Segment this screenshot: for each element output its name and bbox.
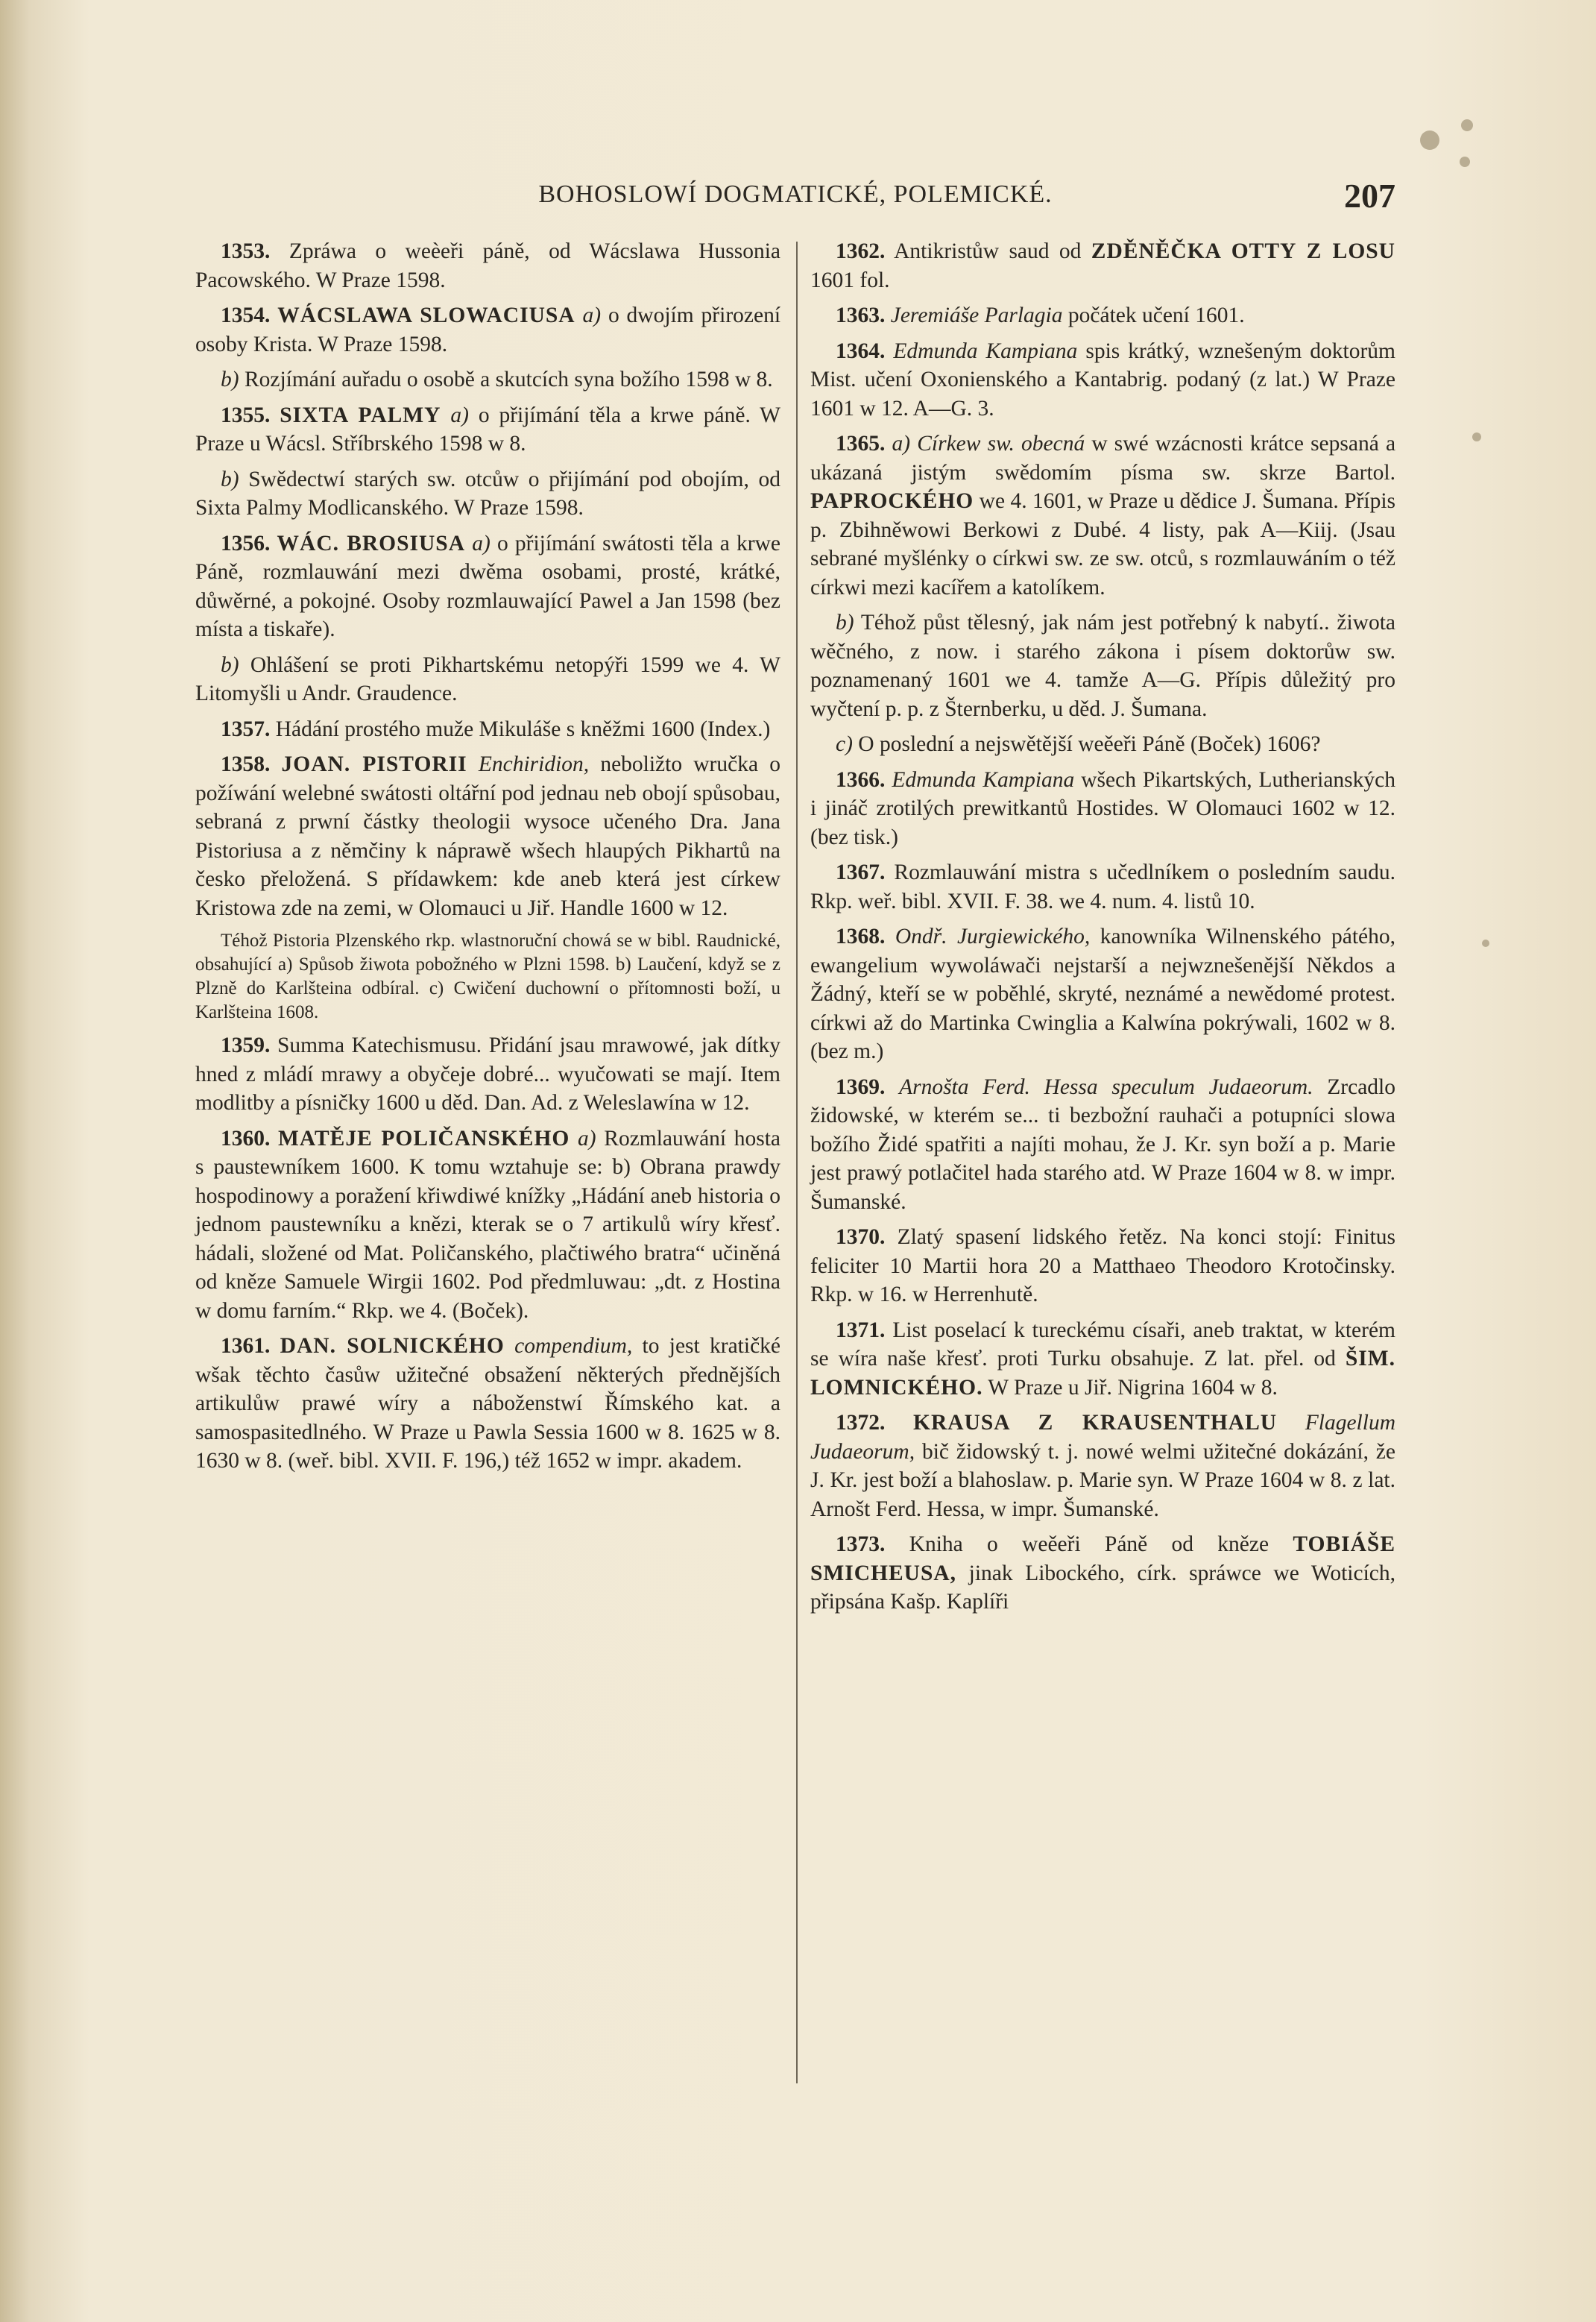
entry-1363: 1363. Jeremiáše Parlagia počátek učení 1601. (836, 303, 1245, 327)
right-column (810, 237, 1395, 1623)
text-columns (195, 237, 1395, 2086)
entry-1369: 1369. Arnošta Ferd. Hessa speculum Judaeorum. Zrcadlo židowské, w kterém se... ti bezbožní rauhači a potupníci slowa božího Židé spatřiti a najíti mohau, že J. Kr. syn boží a p. Marie jest prawý potlačitel hada starého atd. W Praze 1604 w 8. w impr. Šumanské. (810, 1075, 1395, 1214)
ink-spot (1460, 157, 1470, 167)
entry-1365: 1365. a) Církew sw. obecná w swé wzácnosti krátce sepsaná a ukázaná jistým swědomím písma sw. skrze Bartol. PAPROCKÉHO we 4. 1601, w Praze u dědice J. Šumana. Přípis p. Zbihněwowi Berkowi z Dubé. 4 listy, pak A—Kiij. (Jsau sebrané myšlénky o církwi sw. ze sw. otců, s rozmlauwáním o též církwi mezi kacířem a katolíkem. (810, 432, 1396, 600)
entry-1371: 1371. List poselací k tureckému císaři, aneb traktat, w kterém se wíra naše křesť. proti Turku obsahuje. Z lat. přel. od ŠIM. LOMNICKÉHO. W Praze u Jiř. Nigrina 1604 w 8. (810, 1318, 1396, 1400)
entry-1358-note: Téhož Pistoria Plzenského rkp. wlastnoruční chowá se w bibl. Raudnické, obsahující a) Spůsob žiwota pobožného w Plzni 1598. b) Laučení, když se z Plzně do Karlšteina odbíral. c) Cwičení duchowní o přítomnosti boží, u Karlšteina 1608. (195, 931, 780, 1022)
entry-1367: 1367. Rozmlauwání mistra s učedlníkem o posledním saudu. Rkp. weř. bibl. XVII. F. 38. we 4. num. 4. listů 10. (810, 860, 1396, 913)
ink-spot (1461, 119, 1473, 131)
entry-1362: 1362. Antikristůw saud od ZDĚNĚČKA OTTY Z LOSU 1601 fol. (810, 239, 1395, 292)
entry-1370: 1370. Zlatý spasení lidského řetěz. Na konci stojí: Finitus feliciter 10 Martii hora 20 a Matthaeo Theodoro Krotočinsky. Rkp. w 16. w Herrenhutě. (810, 1225, 1396, 1306)
entry-1356-b: b) Ohlášení se proti Pikhartskému netopýři 1599 we 4. W Litomyšli u Andr. Graudence. (195, 652, 781, 705)
entry-1355: 1355. SIXTA PALMY a) o přijímání těla a krwe páně. W Praze u Wácsl. Stříbrského 1598 w 8. (195, 403, 781, 456)
left-column (195, 237, 780, 1482)
page-number: 207 (1344, 177, 1395, 215)
entry-1364: 1364. Edmunda Kampiana spis krátký, wznešeným doktorům Mist. učení Oxonienského a Kantabrig. podaný (z lat.) W Praze 1601 w 12. A—G. 3. (810, 339, 1395, 421)
entry-1358: 1358. JOAN. PISTORII Enchiridion, neboližto wručka o požíwání welebné swátosti oltářní pod jednau neb obojí spůsobau, sebraná z prwní částky theologii wysoce učeného Dra. Jana Pistoriusa a z němčiny k náprawě wšech hlaupých Pikhartů na česko přeložená. S přídawkem: kde aneb která jest církew Kristowa zde na zemi, w Olomauci u Jiř. Handle 1600 w 12. (195, 752, 780, 920)
entry-1372: 1372. KRAUSA Z KRAUSENTHALU Flagellum Judaeorum, bič židowský t. j. nowé welmi užitečné dokázání, že J. Kr. jest boží a blahoslaw. p. Marie syn. W Praze 1604 w 8. z lat. Arnošt Ferd. Hessa, w impr. Šumanské. (810, 1411, 1396, 1521)
entry-1365-b: b) Téhož půst tělesný, jak nám jest potřebný k nabytí.. žiwota wěčného, z now. i starého zákona i písem doktorůw sw. poznamenaný 1601 we 4. tamže A—G. Přípis důležitý pro wyčtení p. p. z Šternberku, u děd. J. Šumana. (810, 611, 1395, 721)
entry-1368: 1368. Ondř. Jurgiewického, kanowníka Wilnenského pátého, ewangelium wywoláwači nejstarší a nejwznešenější Někdos a Žádný, kteří se w poběhlé, skryté, neznámé a newědomé protest. církwi až do Martinka Cwinglia a Kalwína pokrýwali, 1602 w 8. (bez m.) (810, 925, 1395, 1063)
entry-1373: 1373. Kniha o weěeři Páně od kněze TOBIÁŠE SMICHEUSA, jinak Libockého, círk. spráwce we Woticích, připsána Kašp. Kaplíři (810, 1532, 1396, 1614)
running-title: BOHOSLOWÍ DOGMATICKÉ, POLEMICKÉ. (538, 180, 1053, 208)
entry-1354: 1354. WÁCSLAWA SLOWACIUSA a) o dwojím přirození osoby Krista. W Praze 1598. (195, 303, 781, 356)
entry-1353: 1353. Zpráwa o weèeři páně, od Wácslawa Hussonia Pacowského. W Praze 1598. (195, 239, 780, 292)
entry-1354-b: b) Rozjímání auřadu o osobě a skutcích syna božího 1598 w 8. (221, 368, 773, 391)
ink-spot (1482, 940, 1489, 947)
entry-1355-b: b) Swědectwí starých sw. otcůw o přijímání pod obojím, od Sixta Palmy Modlicanského. W Praze 1598. (195, 467, 781, 520)
entry-1366: 1366. Edmunda Kampiana wšech Pikartských, Lutherianských i jináč zrotilých prewitkantů Hostides. W Olomauci 1602 w 12. (bez tisk.) (810, 767, 1396, 849)
entry-1359: 1359. Summa Katechismusu. Přidání jsau mrawowé, jak dítky hned z mládí mrawy a obyčeje dobré... wyučowati se mají. Item modlitby a písničky 1600 u děd. Dan. Ad. z Weleslawína w 12. (195, 1033, 781, 1115)
entry-1357: 1357. Hádání prostého muže Mikuláše s kněžmi 1600 (Index.) (221, 717, 771, 741)
entry-1361: 1361. DAN. SOLNICKÉHO compendium, to jest kratičké wšak těchto časůw užitečné obsažení některých přednějších artikulůw prawé wíry a náboženstwí Římského kat. a samospasitedlného. W Praze u Pawla Sessia 1600 w 8. 1625 w 8. 1630 w 8. (weř. bibl. XVII. F. 196,) též 1652 w impr. akadem. (195, 1334, 781, 1473)
entry-1356: 1356. WÁC. BROSIUSA a) o přijímání swátosti těla a krwe Páně, rozmlauwání mezi dwěma osobami, prosté, krátké, důwěrné, a pokojné. Osoby rozmlauwající Pawel a Jan 1598 (bez místa a tiskaře). (195, 531, 781, 641)
ink-spot (1472, 432, 1481, 441)
column-divider (796, 242, 798, 2083)
running-head (195, 176, 1395, 221)
ink-spot (1420, 130, 1439, 150)
entry-1360: 1360. MATĚJE POLIČANSKÉHO a) Rozmlauwání hosta s paustewníkem 1600. K tomu wztahuje se: b) Obrana prawdy hospodinowy a poražení křiwdiwé knížky „Hádání aneb historia o jednom paustewníku a knězi, kterak se o 7 artikulů wíry křesť. hádali, složené od Mat. Poličanského, plačtiwého bratra“ učiněná od kněze Samuele Wirgii 1602. Pod předmluwau: „dt. z Hostina w domu farním.“ Rkp. we 4. (Boček). (195, 1126, 781, 1323)
entry-1365-c: c) O poslední a nejswětější weěeři Páně (Boček) 1606? (836, 732, 1321, 756)
